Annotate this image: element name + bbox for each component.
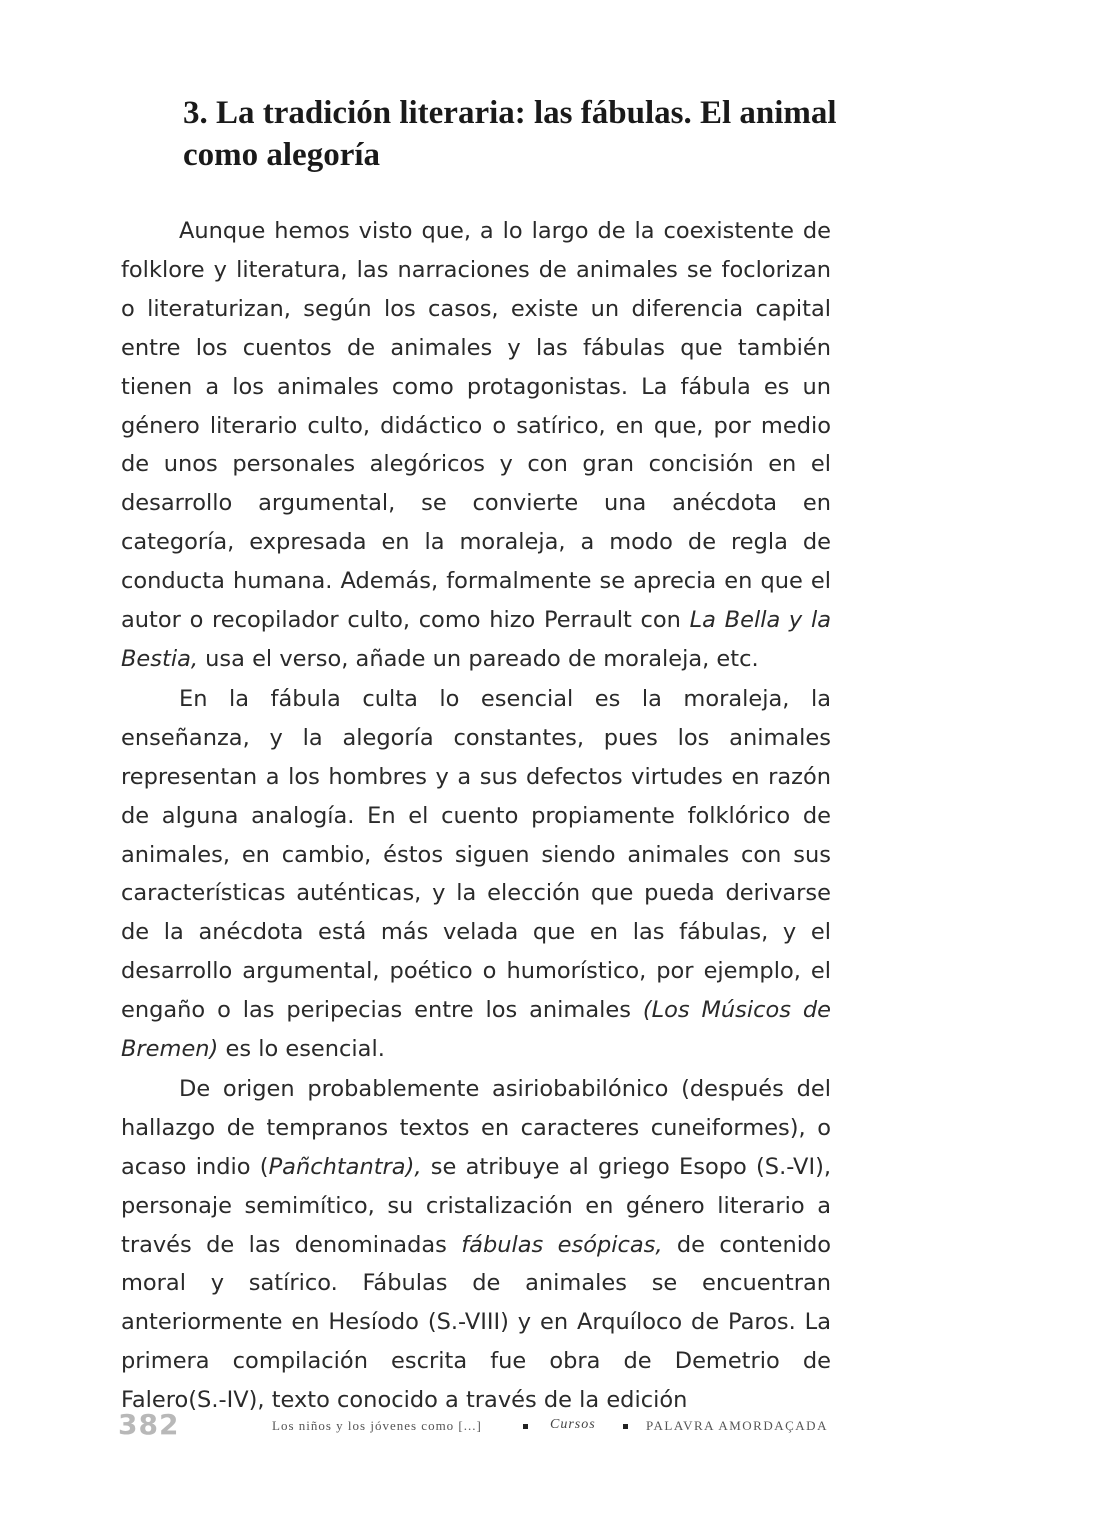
section-heading: 3. La tradición literaria: las fábulas. El animal como alegoría <box>183 95 837 173</box>
collection-name: PALAVRA AMORDAÇADA <box>646 1418 828 1433</box>
separator-bullet-icon <box>523 1424 528 1429</box>
paragraph-text: de contenido moral y satírico. Fábulas de animales se encuentran anteriormente en Hesíodo (S.-VIII) y en Arquíloco de Paros. La primera compilación escrita fue obra de Demetrio de Falero(S.-IV), texto conocido a través de la edición <box>121 1231 832 1414</box>
book-title: La Bella y la Bestia, <box>121 607 831 672</box>
body-text <box>121 212 831 1421</box>
book-title: Pañchtantra), <box>268 1153 422 1180</box>
paragraph-text: En la fábula culta lo esencial es la moraleja, la enseñanza, y la alegoría constantes, pues los animales representan a los hombres y a sus defectos virtudes en razón de alguna analogía. En el cuento propiamente folklórico de animales, en cambio, éstos siguen siendo animales con sus características auténticas, y la elección que pueda derivarse de la anécdota está más velada que en las fábulas, y el desarrollo argumental, poético o humorístico, por ejemplo, el engaño o las peripecias entre los animales <box>121 685 831 1024</box>
paragraph-text: se atribuye al griego Esopo (S.-VI), personaje semimítico, su cristalización en género literario a través de las denominadas <box>121 1153 832 1258</box>
term-emphasis: fábulas esópicas, <box>461 1231 663 1258</box>
paragraph-text: De origen probablemente asiriobabilónico (después del hallazgo de tempranos textos en caracteres cuneiformes), o acaso indio ( <box>121 1075 831 1180</box>
series-name: Cursos <box>550 1417 596 1432</box>
separator-bullet-icon <box>623 1424 628 1429</box>
page-number: 382 <box>118 1408 180 1441</box>
book-title: (Los Músicos de Bremen) <box>121 997 831 1063</box>
paragraph-text: usa el verso, añade un pareado de moraleja, etc. <box>198 645 759 672</box>
running-title: Los niños y los jóvenes como [...] <box>272 1418 482 1433</box>
paragraph <box>121 212 831 679</box>
paragraph <box>121 680 831 1069</box>
paragraph <box>121 1070 831 1420</box>
paragraph-text: es lo esencial. <box>218 1036 385 1063</box>
paragraph-text: Aunque hemos visto que, a lo largo de la coexistente de folklore y literatura, las narraciones de animales se foclorizan o literaturizan, según los casos, existe un diferencia capital entre los cuentos de animales y las fábulas que también tienen a los animales como protagonistas. La fábula es un género literario culto, didáctico o satírico, en que, por medio de unos personales alegóricos y con gran concisión en el desarrollo argumental, se convierte una anécdota en categoría, expresada en la moraleja, a modo de regla de conducta humana. Además, formalmente se aprecia en que el autor o recopilador culto, como hizo Perrault con <box>121 218 831 634</box>
page-footer <box>118 1408 830 1444</box>
